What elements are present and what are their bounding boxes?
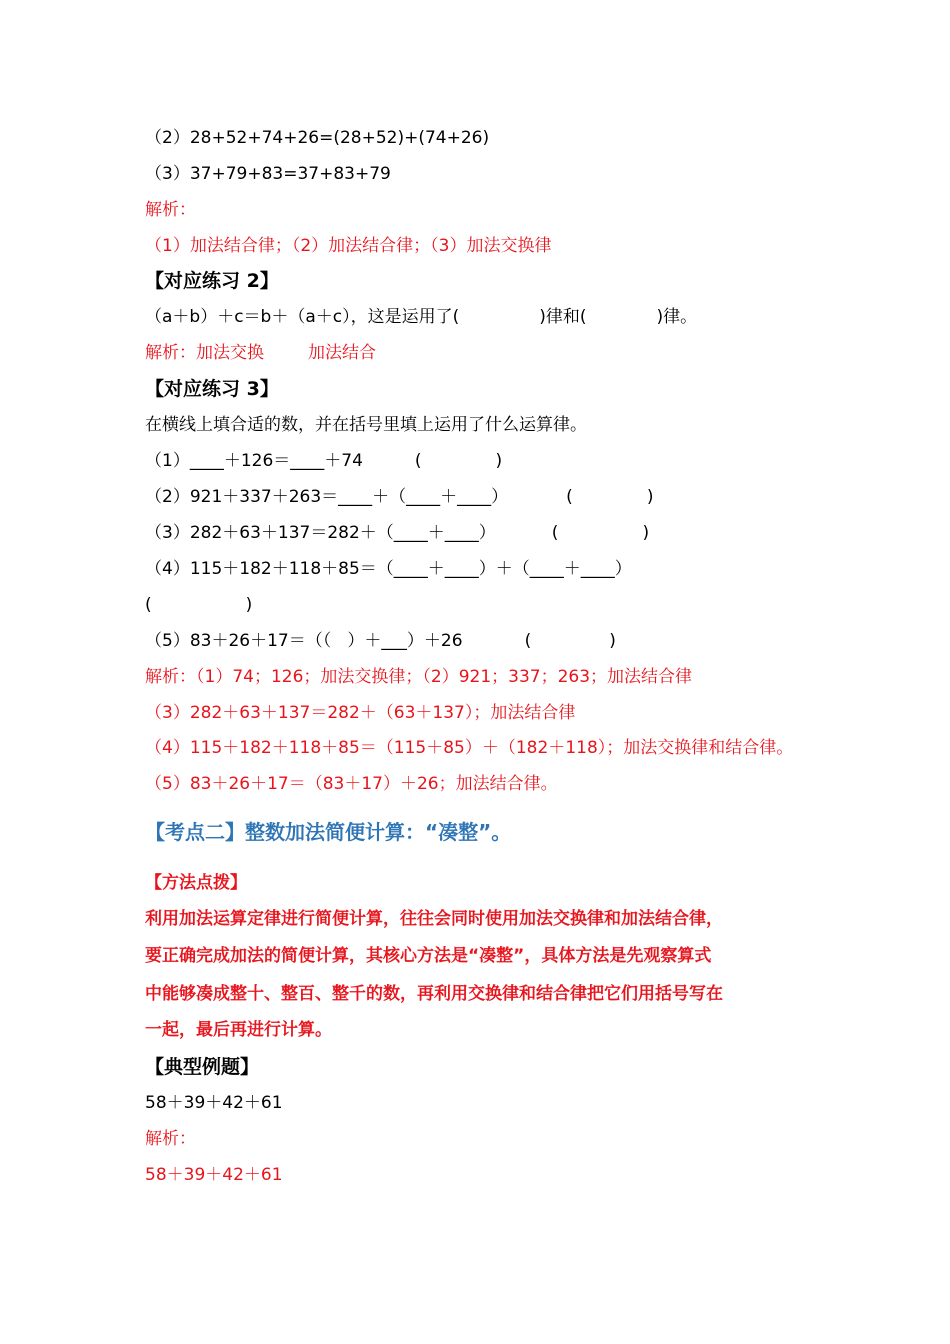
prev-q3: （3）37+79+83=37+83+79 — [145, 164, 391, 184]
prev-answer: （1）加法结合律；（2）加法结合律；（3）加法交换律 — [145, 236, 552, 256]
exercise3-answer-label: 解析： — [145, 667, 196, 687]
paren-open: ( — [551, 523, 559, 543]
paren-close: ) — [646, 487, 654, 507]
exercise2-title: 【对应练习 2】 — [145, 270, 279, 292]
exercise3-answer-4: （4）115＋182＋118＋85＝（115＋85）＋（182＋118）；加法交换律和结合律。 — [145, 738, 794, 758]
paren-open: ( — [524, 631, 532, 651]
exercise3-q5 — [145, 629, 616, 653]
exercise3-title: 【对应练习 3】 — [145, 378, 279, 400]
example-title: 【典型例题】 — [145, 1056, 260, 1078]
exercise2-question-c: )律。 — [656, 307, 698, 327]
exercise3-q2-text: （2）921＋337＋263＝____＋（____＋____） — [145, 487, 509, 507]
section-title: 【考点二】整数加法简便计算：“凑整”。 — [145, 820, 512, 844]
method-line-3: 中能够凑成整十、整百、整千的数，再利用交换律和结合律把它们用括号写在 — [145, 984, 723, 1004]
exercise3-q4-parens — [145, 593, 252, 617]
exercise3-q4: （4）115＋182＋118＋85＝（____＋____）＋（____＋____） — [145, 559, 632, 579]
exercise2-question — [145, 305, 697, 329]
paren-close: ) — [642, 523, 650, 543]
exercise2-answer-label: 解析： — [145, 343, 196, 363]
example-answer: 58＋39＋42＋61 — [145, 1165, 283, 1185]
method-title: 【方法点拨】 — [145, 873, 247, 893]
exercise3-answer-3: （3）282＋63＋137＝282＋（63＋137）；加法结合律 — [145, 703, 576, 723]
paren-open: ( — [414, 451, 422, 471]
exercise3-q3 — [145, 521, 649, 545]
prev-q2: （2）28+52+74+26=(28+52)+(74+26) — [145, 128, 490, 148]
example-question: 58＋39＋42＋61 — [145, 1093, 283, 1113]
exercise3-q1-text: （1）____＋126＝____＋74 — [145, 451, 363, 471]
example-answer-label: 解析： — [145, 1129, 196, 1149]
paren-close: ) — [609, 631, 616, 651]
prev-answer-label: 解析： — [145, 200, 196, 220]
method-line-1: 利用加法运算定律进行简便计算，往往会同时使用加法交换律和加法结合律， — [145, 909, 723, 929]
exercise2-answer-1: 加法交换 — [196, 343, 264, 363]
exercise3-q2 — [145, 485, 653, 509]
exercise3-answer-5: （5）83＋26＋17＝（83＋17）＋26；加法结合律。 — [145, 774, 558, 794]
paren-open: ( — [145, 595, 152, 615]
exercise3-q1 — [145, 449, 502, 473]
exercise3-q3-text: （3）282＋63＋137＝282＋（____＋____） — [145, 523, 496, 543]
exercise2-question-b: )律和( — [539, 307, 587, 327]
exercise3-instruction: 在横线上填合适的数，并在括号里填上运用了什么运算律。 — [145, 415, 587, 435]
paren-open: ( — [566, 487, 573, 507]
paren-close: ) — [495, 451, 503, 471]
method-line-2: 要正确完成加法的简便计算，其核心方法是“凑整”，具体方法是先观察算式 — [145, 946, 712, 966]
exercise3-answer-1: （1）74；126；加法交换律；（2）921；337；263；加法结合律 — [196, 667, 693, 687]
exercise2-answer — [145, 341, 376, 365]
exercise3-answer-1-line — [145, 665, 692, 689]
method-line-4: 一起，最后再进行计算。 — [145, 1020, 332, 1040]
paren-close: ) — [245, 595, 253, 615]
exercise2-question-a: （a＋b）＋c＝b＋（a＋c），这是运用了( — [145, 307, 460, 327]
exercise2-answer-2: 加法结合 — [308, 343, 376, 363]
exercise3-q5-text: （5）83＋26＋17＝（（ ）＋___）＋26 — [145, 631, 463, 651]
